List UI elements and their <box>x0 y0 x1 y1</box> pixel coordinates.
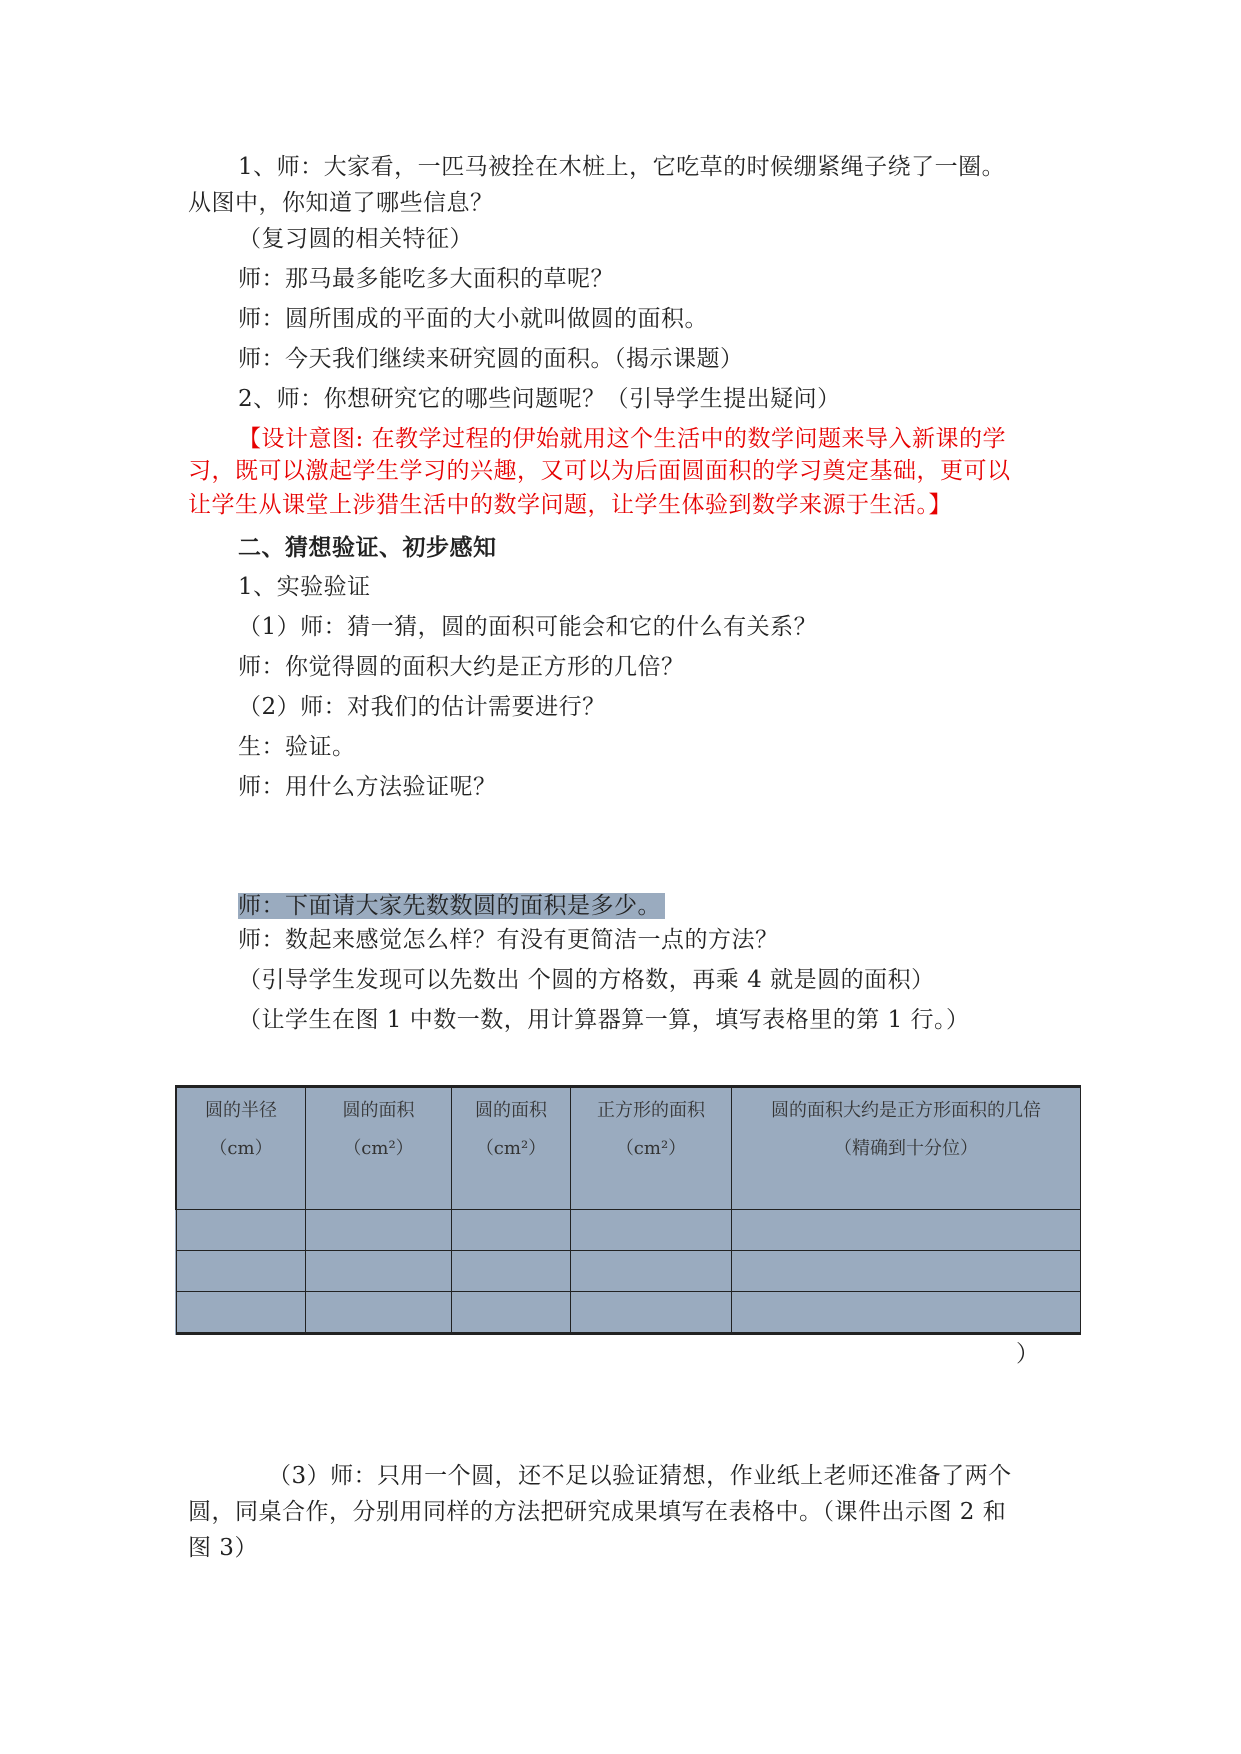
table-header-cell: 圆的面积 （cm²） <box>306 1087 452 1210</box>
table-cell[interactable] <box>732 1210 1081 1251</box>
section2-line-5: 生：验证。 <box>238 734 356 760</box>
table-header-cell: 正方形的面积 （cm²） <box>571 1087 732 1210</box>
table-row <box>176 1251 1081 1292</box>
intro-line-6: 师：今天我们继续来研究圆的面积。（揭示课题） <box>238 346 744 372</box>
table-cell[interactable] <box>176 1210 306 1251</box>
section3-line-3: 图 3） <box>188 1535 258 1561</box>
section-heading: 二、猜想验证、初步感知 <box>238 534 497 561</box>
intro-line-4: 师：那马最多能吃多大面积的草呢？ <box>238 266 614 292</box>
section2-line-3: 师：你觉得圆的面积大约是正方形的几倍？ <box>238 654 685 680</box>
table-cell[interactable] <box>452 1292 571 1334</box>
table-cell[interactable] <box>176 1251 306 1292</box>
section2-line-8: 师：数起来感觉怎么样？有没有更简洁一点的方法？ <box>238 927 779 953</box>
intro-line-7: 2、师：你想研究它的哪些问题呢？（引导学生提出疑问） <box>238 386 841 412</box>
section2-line-10: （让学生在图 1 中数一数，用计算器算一算，填写表格里的第 1 行。） <box>238 1007 970 1033</box>
table-header-cell: 圆的半径 （cm） <box>176 1087 306 1210</box>
section3-line-2: 圆，同桌合作，分别用同样的方法把研究成果填写在表格中。（课件出示图 2 和 <box>188 1499 1007 1525</box>
design-intent-line-2: 习，既可以激起学生学习的兴趣，又可以为后面圆面积的学习奠定基础，更可以 <box>188 458 1011 484</box>
design-intent-line-3: 让学生从课堂上涉猎生活中的数学问题，让学生体验到数学来源于生活。】 <box>188 492 952 518</box>
table-cell[interactable] <box>452 1210 571 1251</box>
table-cell[interactable] <box>306 1251 452 1292</box>
table-header-row <box>176 1087 1081 1210</box>
table-cell[interactable] <box>306 1210 452 1251</box>
intro-line-2: 从图中，你知道了哪些信息？ <box>188 190 494 216</box>
section2-line-4: （2）师：对我们的估计需要进行？ <box>238 694 606 720</box>
table-cell[interactable] <box>176 1292 306 1334</box>
highlighted-line <box>238 888 665 924</box>
table-cell[interactable] <box>571 1292 732 1334</box>
intro-line-1: 1、师：大家看，一匹马被拴在木桩上，它吃草的时候绷紧绳子绕了一圈。 <box>238 154 1006 180</box>
table-cell[interactable] <box>571 1251 732 1292</box>
highlight-span: 师：下面请大家先数数圆的面积是多少。 <box>238 893 665 919</box>
section2-line-6: 师：用什么方法验证呢？ <box>238 774 497 800</box>
table-header-cell: 圆的面积 （cm²） <box>452 1087 571 1210</box>
section2-line-2: （1）师：猜一猜，圆的面积可能会和它的什么有关系？ <box>238 614 818 640</box>
intro-line-3: （复习圆的相关特征） <box>238 226 473 252</box>
trailing-paren: ） <box>1016 1341 1040 1367</box>
table-cell[interactable] <box>732 1292 1081 1334</box>
intro-line-5: 师：圆所围成的平面的大小就叫做圆的面积。 <box>238 306 708 332</box>
table-cell[interactable] <box>452 1251 571 1292</box>
data-table <box>175 1085 1081 1335</box>
design-intent-line-1: 【设计意图: 在教学过程的伊始就用这个生活中的数学问题来导入新课的学 <box>238 426 1007 452</box>
table-cell[interactable] <box>571 1210 732 1251</box>
table-row <box>176 1210 1081 1251</box>
section2-line-1: 1、实验验证 <box>238 574 371 600</box>
table-header-cell: 圆的面积大约是正方形面积的几倍 （精确到十分位） <box>732 1087 1081 1210</box>
section2-line-9: （引导学生发现可以先数出 个圆的方格数，再乘 4 就是圆的面积） <box>238 967 935 993</box>
section3-line-1: （3）师：只用一个圆，还不足以验证猜想，作业纸上老师还准备了两个 <box>268 1463 1012 1489</box>
table-row <box>176 1292 1081 1334</box>
table-cell[interactable] <box>732 1251 1081 1292</box>
table-cell[interactable] <box>306 1292 452 1334</box>
